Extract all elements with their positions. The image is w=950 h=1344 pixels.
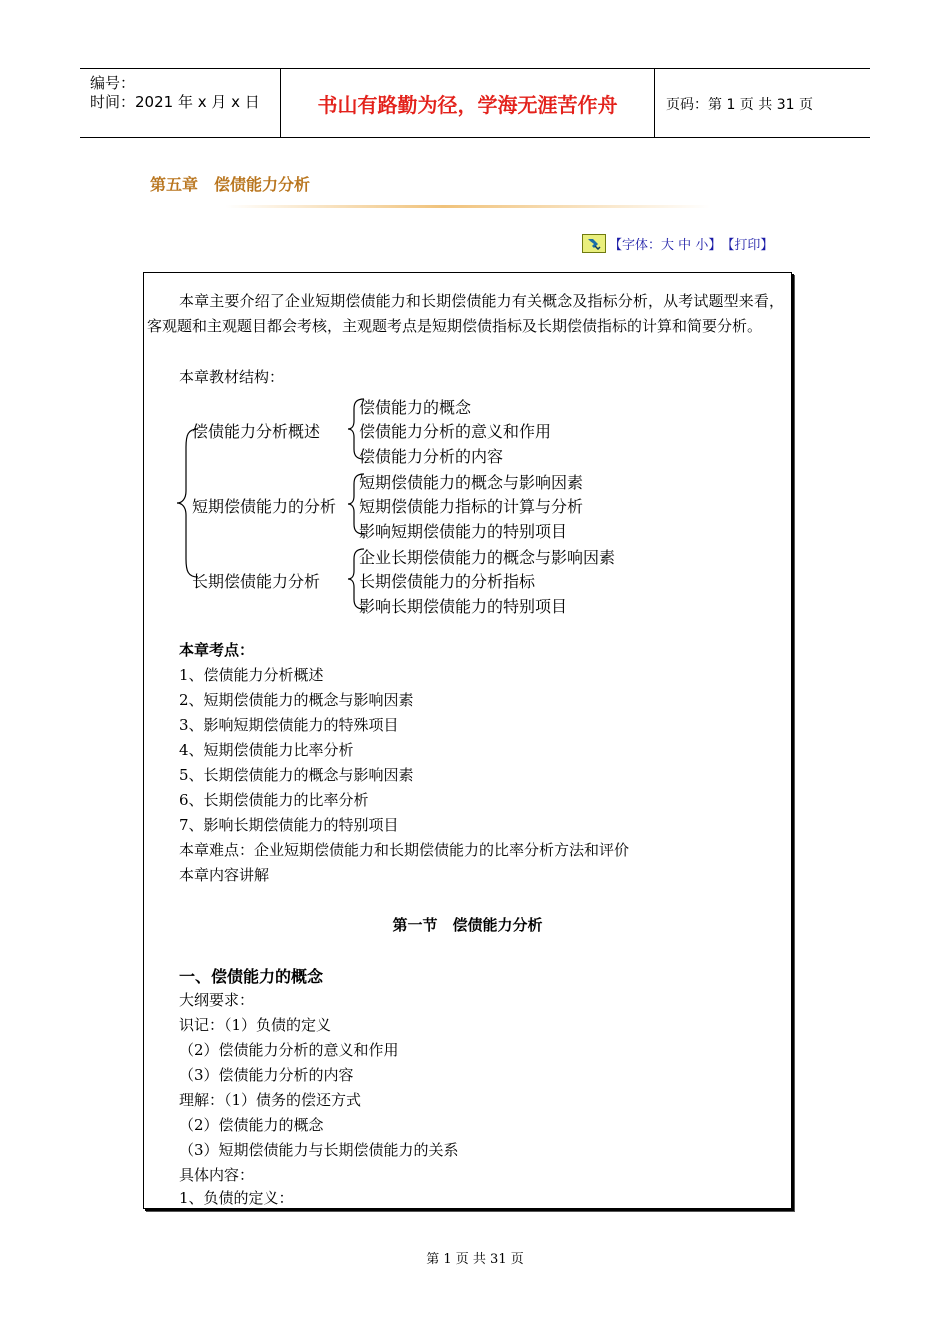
page-header bbox=[80, 68, 870, 138]
outline-line: （3）短期偿债能力与长期偿债能力的关系 bbox=[179, 1141, 459, 1159]
number-label: 编号： bbox=[90, 74, 136, 92]
print-link[interactable]: 【打印】 bbox=[721, 238, 774, 253]
diagram-group-title: 长期偿债能力分析 bbox=[192, 572, 321, 591]
diagram-group-title: 短期偿债能力的分析 bbox=[192, 497, 337, 516]
diagram-item: 影响长期偿债能力的特别项目 bbox=[359, 597, 568, 616]
specific-label: 具体内容： bbox=[179, 1166, 255, 1184]
subsection-title: 一、偿债能力的概念 bbox=[179, 967, 324, 986]
key-point: 1、偿债能力分析概述 bbox=[179, 666, 324, 684]
diagram-item: 偿债能力分析的内容 bbox=[359, 447, 504, 466]
key-point: 2、短期偿债能力的概念与影响因素 bbox=[179, 691, 414, 709]
font-toolbar bbox=[582, 234, 773, 253]
chapter-intro: 本章主要介绍了企业短期偿债能力和长期偿债能力有关概念及指标分析，从考试题型来看，客观题和主观题目都会考核，主观题考点是短期偿债指标及长期偿债指标的计算和简要分析。 bbox=[147, 292, 784, 335]
key-points-title: 本章考点： bbox=[179, 641, 255, 659]
content-box bbox=[143, 272, 792, 1209]
structure-label: 本章教材结构： bbox=[179, 368, 285, 386]
diagram-item: 偿债能力分析的意义和作用 bbox=[359, 422, 552, 441]
page-info: 页码：第 1 页 共 31 页 bbox=[666, 97, 813, 113]
header-meta bbox=[80, 69, 280, 137]
date-label: 时间：2021 年 x 月 x 日 bbox=[90, 93, 260, 111]
section-title: 第一节 偿债能力分析 bbox=[392, 916, 543, 934]
font-label: 【字体： bbox=[609, 238, 662, 253]
diagram-item: 短期偿债能力的概念与影响因素 bbox=[359, 473, 584, 492]
outline-line: 识记：（1）负债的定义 bbox=[179, 1016, 332, 1034]
diagram-item: 短期偿债能力指标的计算与分析 bbox=[359, 497, 584, 516]
key-point: 7、影响长期偿债能力的特别项目 bbox=[179, 816, 399, 834]
chapter-title: 第五章 偿债能力分析 bbox=[150, 175, 311, 194]
key-point: 4、短期偿债能力比率分析 bbox=[179, 741, 354, 759]
difficulty: 本章难点：企业短期偿债能力和长期偿债能力的比率分析方法和评价 bbox=[179, 841, 630, 859]
outline-line: （2）偿债能力的概念 bbox=[179, 1116, 324, 1134]
font-close: 】 bbox=[708, 238, 722, 253]
specific-first: 1、负债的定义： bbox=[179, 1189, 294, 1207]
header-motto: 书山有路勤为径，学海无涯苦作舟 bbox=[317, 92, 618, 117]
diagram-item: 影响短期偿债能力的特别项目 bbox=[359, 522, 568, 541]
outline-label: 大纲要求： bbox=[179, 991, 255, 1009]
font-large-link[interactable]: 大 bbox=[661, 238, 675, 253]
outline-line: 理解：（1）债务的偿还方式 bbox=[179, 1091, 362, 1109]
diagram-item: 企业长期偿债能力的概念与影响因素 bbox=[359, 548, 616, 567]
header-divider bbox=[654, 69, 655, 137]
chapter-divider bbox=[225, 205, 710, 208]
font-small-link[interactable]: 小 bbox=[695, 238, 709, 253]
key-point: 5、长期偿债能力的概念与影响因素 bbox=[179, 766, 414, 784]
diagram-item: 长期偿债能力的分析指标 bbox=[359, 572, 536, 591]
key-point: 3、影响短期偿债能力的特殊项目 bbox=[179, 716, 399, 734]
structure-diagram bbox=[174, 391, 734, 616]
key-point: 6、长期偿债能力的比率分析 bbox=[179, 791, 369, 809]
sound-icon[interactable] bbox=[582, 234, 606, 253]
outline-line: （2）偿债能力分析的意义和作用 bbox=[179, 1041, 399, 1059]
page-footer: 第 1 页 共 31 页 bbox=[426, 1252, 524, 1267]
outline-line: （3）偿债能力分析的内容 bbox=[179, 1066, 354, 1084]
diagram-group-title: 偿债能力分析概述 bbox=[192, 422, 321, 441]
font-medium-link[interactable]: 中 bbox=[678, 238, 692, 253]
explain-label: 本章内容讲解 bbox=[179, 866, 270, 884]
diagram-item: 偿债能力的概念 bbox=[359, 398, 472, 417]
